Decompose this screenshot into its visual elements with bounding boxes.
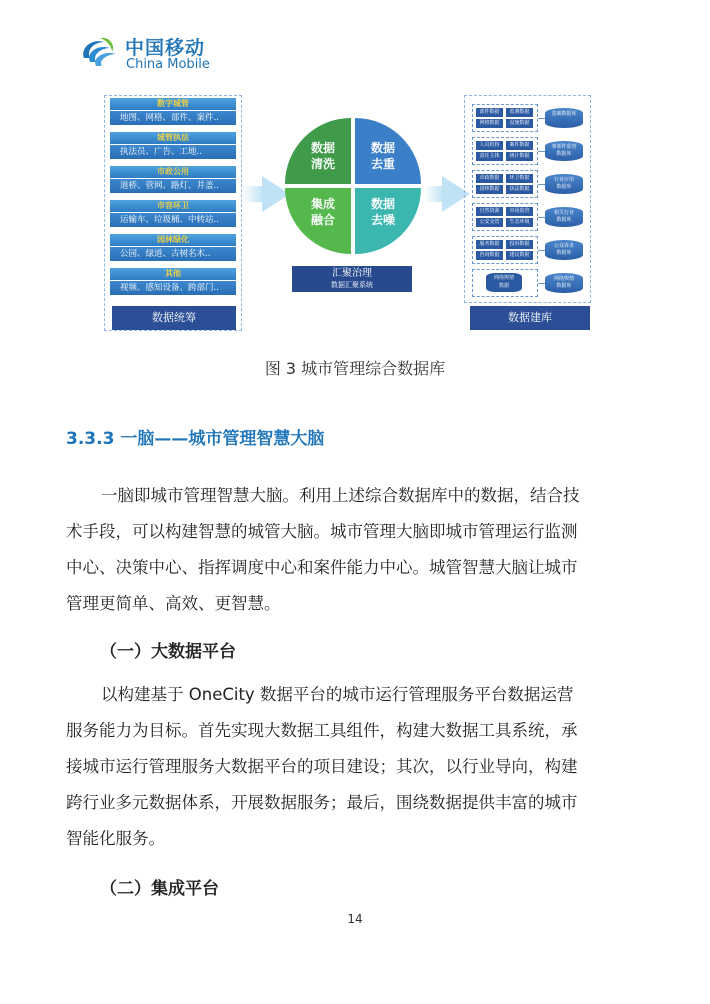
arrow-tail — [424, 186, 444, 202]
text-line: 一脑即城市管理智慧大脑。利用上述综合数据库中的数据，结合技 — [101, 486, 580, 505]
data-box: 监测数据 — [506, 108, 533, 117]
database-icon: 基础数据库 — [545, 108, 583, 128]
database-icon: 相关行业 数据库 — [545, 207, 583, 227]
left-group-title: 数字城管 — [110, 98, 236, 110]
quadrant-dedup: 数据 去重 — [355, 118, 421, 184]
center-label-title: 汇聚治理 — [332, 268, 372, 279]
logo-name-cn: 中国移动 — [125, 37, 206, 59]
data-box: 执法数据 — [506, 185, 533, 194]
data-box: 公安交管 — [476, 218, 503, 227]
data-box: 服务数据 — [476, 240, 503, 249]
connector — [538, 151, 545, 152]
data-box: 部件数据 — [476, 108, 503, 117]
connector — [538, 118, 545, 119]
subheading-big-data-platform: （一）大数据平台 — [100, 642, 236, 662]
data-box: 环卫数据 — [506, 174, 533, 183]
text-line: 管理更简单、高效、更智慧。 — [66, 594, 281, 613]
data-box: 园林数据 — [476, 185, 503, 194]
text-line: 智能化服务。 — [66, 829, 165, 848]
text-line: 接城市运行管理服务大数据平台的项目建设；其次，以行业导向，构建 — [66, 757, 578, 776]
data-box: 建议数据 — [506, 251, 533, 260]
data-box: 投诉数据 — [506, 240, 533, 249]
figure-caption: 图 3 城市管理综合数据库 — [264, 359, 446, 378]
paragraph-2 — [66, 677, 646, 857]
page-number: 14 — [347, 912, 363, 926]
subheading-integration-platform: （二）集成平台 — [100, 879, 219, 899]
data-box: 案件数据 — [506, 141, 533, 150]
left-panel-footer: 数据统筹 — [112, 306, 236, 330]
data-box: 统计数据 — [506, 152, 533, 161]
database-icon: 行业应用 数据库 — [545, 174, 583, 194]
quadrant-integration: 集成 融合 — [285, 188, 351, 254]
left-group-title: 园林绿化 — [110, 234, 236, 246]
center-label — [292, 266, 412, 292]
database-icon: 公众诉求 数据库 — [545, 240, 583, 260]
text-line: 术手段，可以构建智慧的城管大脑。城市管理大脑即城市管理运行监测 — [66, 522, 578, 541]
connector — [538, 283, 545, 284]
center-label-sub: 数据汇聚系统 — [331, 281, 373, 289]
data-box: 责任主体 — [476, 152, 503, 161]
governance-circle — [285, 118, 421, 254]
text-line: 以构建基于 OneCity 数据平台的城市运行管理服务平台数据运营 — [101, 685, 574, 704]
database-icon: 事部件监管 数据库 — [545, 141, 583, 161]
database-icon: 网络舆情 数据库 — [545, 273, 583, 293]
connector — [538, 250, 545, 251]
left-group-items: 地图、网格、部件、案件.. — [110, 111, 236, 125]
data-box: 设施数据 — [506, 119, 533, 128]
data-box: 网络舆情 数据 — [486, 273, 522, 292]
quadrant-denoise: 数据 去噪 — [355, 188, 421, 254]
left-group-items: 运输车、垃圾桶、中转站.. — [110, 213, 236, 227]
section-heading: 3.3.3 一脑——城市管理智慧大脑 — [66, 429, 325, 449]
connector — [538, 184, 545, 185]
left-group-title: 市政公用 — [110, 166, 236, 178]
arrow-tail — [242, 186, 264, 202]
data-box: 生态环境 — [506, 218, 533, 227]
left-group-items: 道桥、管网、路灯、井盖.. — [110, 179, 236, 193]
logo-name-en: China Mobile — [126, 57, 210, 72]
left-group-title: 其他 — [110, 268, 236, 280]
data-box: 咨询数据 — [476, 251, 503, 260]
left-group-items: 执法员、广告、工地.. — [110, 145, 236, 159]
data-box: 人员机构 — [476, 141, 503, 150]
text-line: 服务能力为目标。首先实现大数据工具组件，构建大数据工具系统，承 — [66, 721, 578, 740]
left-group-title: 市容环卫 — [110, 200, 236, 212]
left-group-items: 视频、感知设备、跨部门.. — [110, 281, 236, 295]
text-line: 中心、决策中心、指挥调度中心和案件能力中心。城管智慧大脑让城市 — [66, 558, 578, 577]
left-group-items: 公园、绿道、古树名木.. — [110, 247, 236, 261]
quadrant-cleaning: 数据 清洗 — [285, 118, 351, 184]
left-group-title: 城管执法 — [110, 132, 236, 144]
data-box: 网格数据 — [476, 119, 503, 128]
china-mobile-logo-icon — [78, 32, 118, 72]
right-panel-footer: 数据建库 — [470, 306, 590, 330]
data-box: 市政数据 — [476, 174, 503, 183]
paragraph-1 — [66, 478, 646, 622]
text-line: 跨行业多元数据体系，开展数据服务；最后，围绕数据提供丰富的城市 — [66, 793, 578, 812]
data-box: 市场监管 — [506, 207, 533, 216]
data-box: 自然资源 — [476, 207, 503, 216]
connector — [538, 217, 545, 218]
